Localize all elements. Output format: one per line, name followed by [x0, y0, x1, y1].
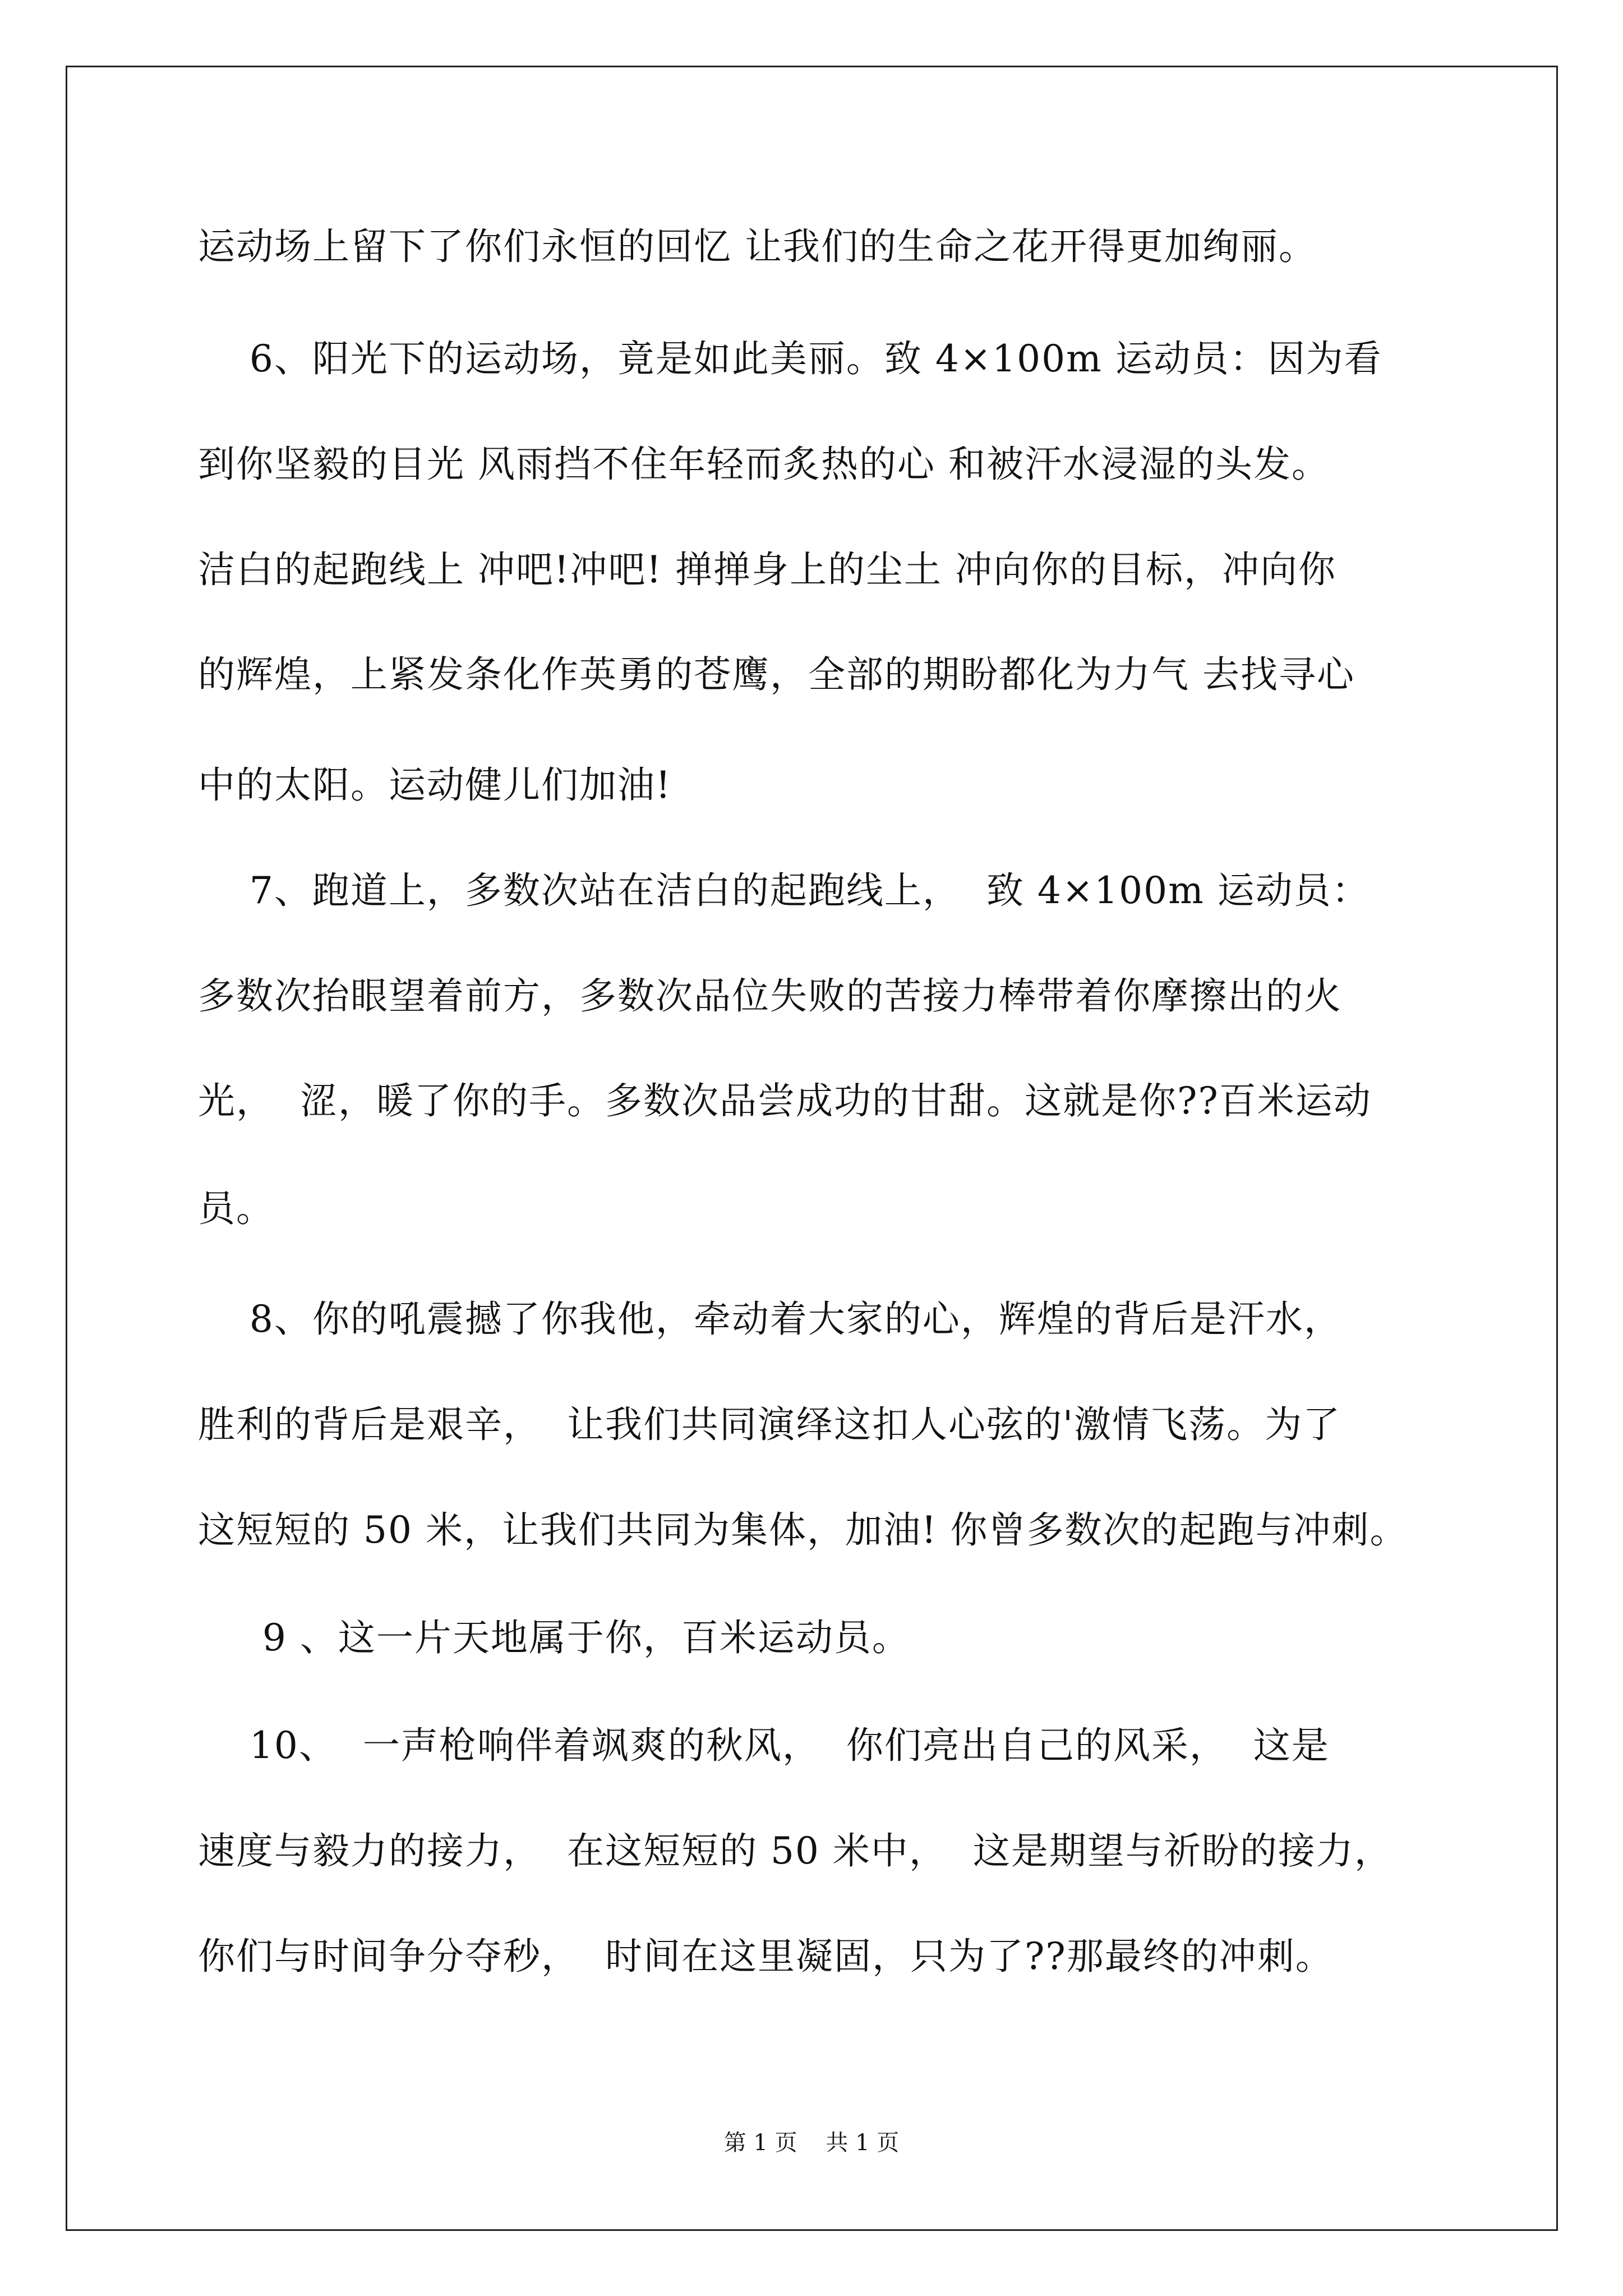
text-line-4: 洁白的起跑线上 冲吧!冲吧! 掸掸身上的尘土 冲向你的目标，冲向你: [198, 548, 1336, 591]
text-line-11: 8、你的吼震撼了你我他，牵动着大家的心，辉煌的背后是汗水，: [198, 1297, 1342, 1341]
text-line-13: 这短短的 50 米，让我们共同为集体，加油! 你曾多数次的起跑与冲刺。: [198, 1508, 1408, 1552]
text-line-1: 运动场上留下了你们永恒的回忆 让我们的生命之花开得更加绚丽。: [198, 225, 1317, 268]
text-line-2: 6、阳光下的运动场，竟是如此美丽。致 4×100m 运动员：因为看: [198, 337, 1382, 380]
text-line-12: 胜利的背后是艰辛， 让我们共同演绎这扣人心弦的'激情飞荡。为了: [198, 1403, 1341, 1446]
text-line-14: 9 、这一片天地属于你，百米运动员。: [198, 1616, 910, 1659]
page-border: [66, 66, 1558, 2231]
text-line-15: 10、 一声枪响伴着飒爽的秋风， 你们亮出自己的风采， 这是: [198, 1724, 1330, 1767]
text-line-9: 光， 涩，暖了你的手。多数次品尝成功的甘甜。这就是你??百米运动: [198, 1079, 1372, 1122]
text-line-7: 7、跑道上，多数次站在洁白的起跑线上， 致 4×100m 运动员：: [198, 869, 1370, 912]
text-line-17: 你们与时间争分夺秒， 时间在这里凝固，只为了??那最终的冲刺。: [198, 1935, 1334, 1978]
text-line-8: 多数次抬眼望着前方，多数次品位失败的苦接力棒带着你摩擦出的火: [198, 974, 1342, 1018]
text-line-6: 中的太阳。运动健儿们加油!: [198, 763, 672, 807]
page-footer: 第 1 页 共 1 页: [723, 2130, 900, 2156]
text-line-3: 到你坚毅的目光 风雨挡不住年轻而炙热的心 和被汗水浸湿的头发。: [198, 443, 1330, 486]
text-line-5: 的辉煌，上紧发条化作英勇的苍鹰，全部的期盼都化为力气 去找寻心: [198, 653, 1355, 696]
text-line-10: 员。: [198, 1187, 274, 1230]
text-line-16: 速度与毅力的接力， 在这短短的 50 米中， 这是期望与祈盼的接力，: [198, 1829, 1393, 1872]
